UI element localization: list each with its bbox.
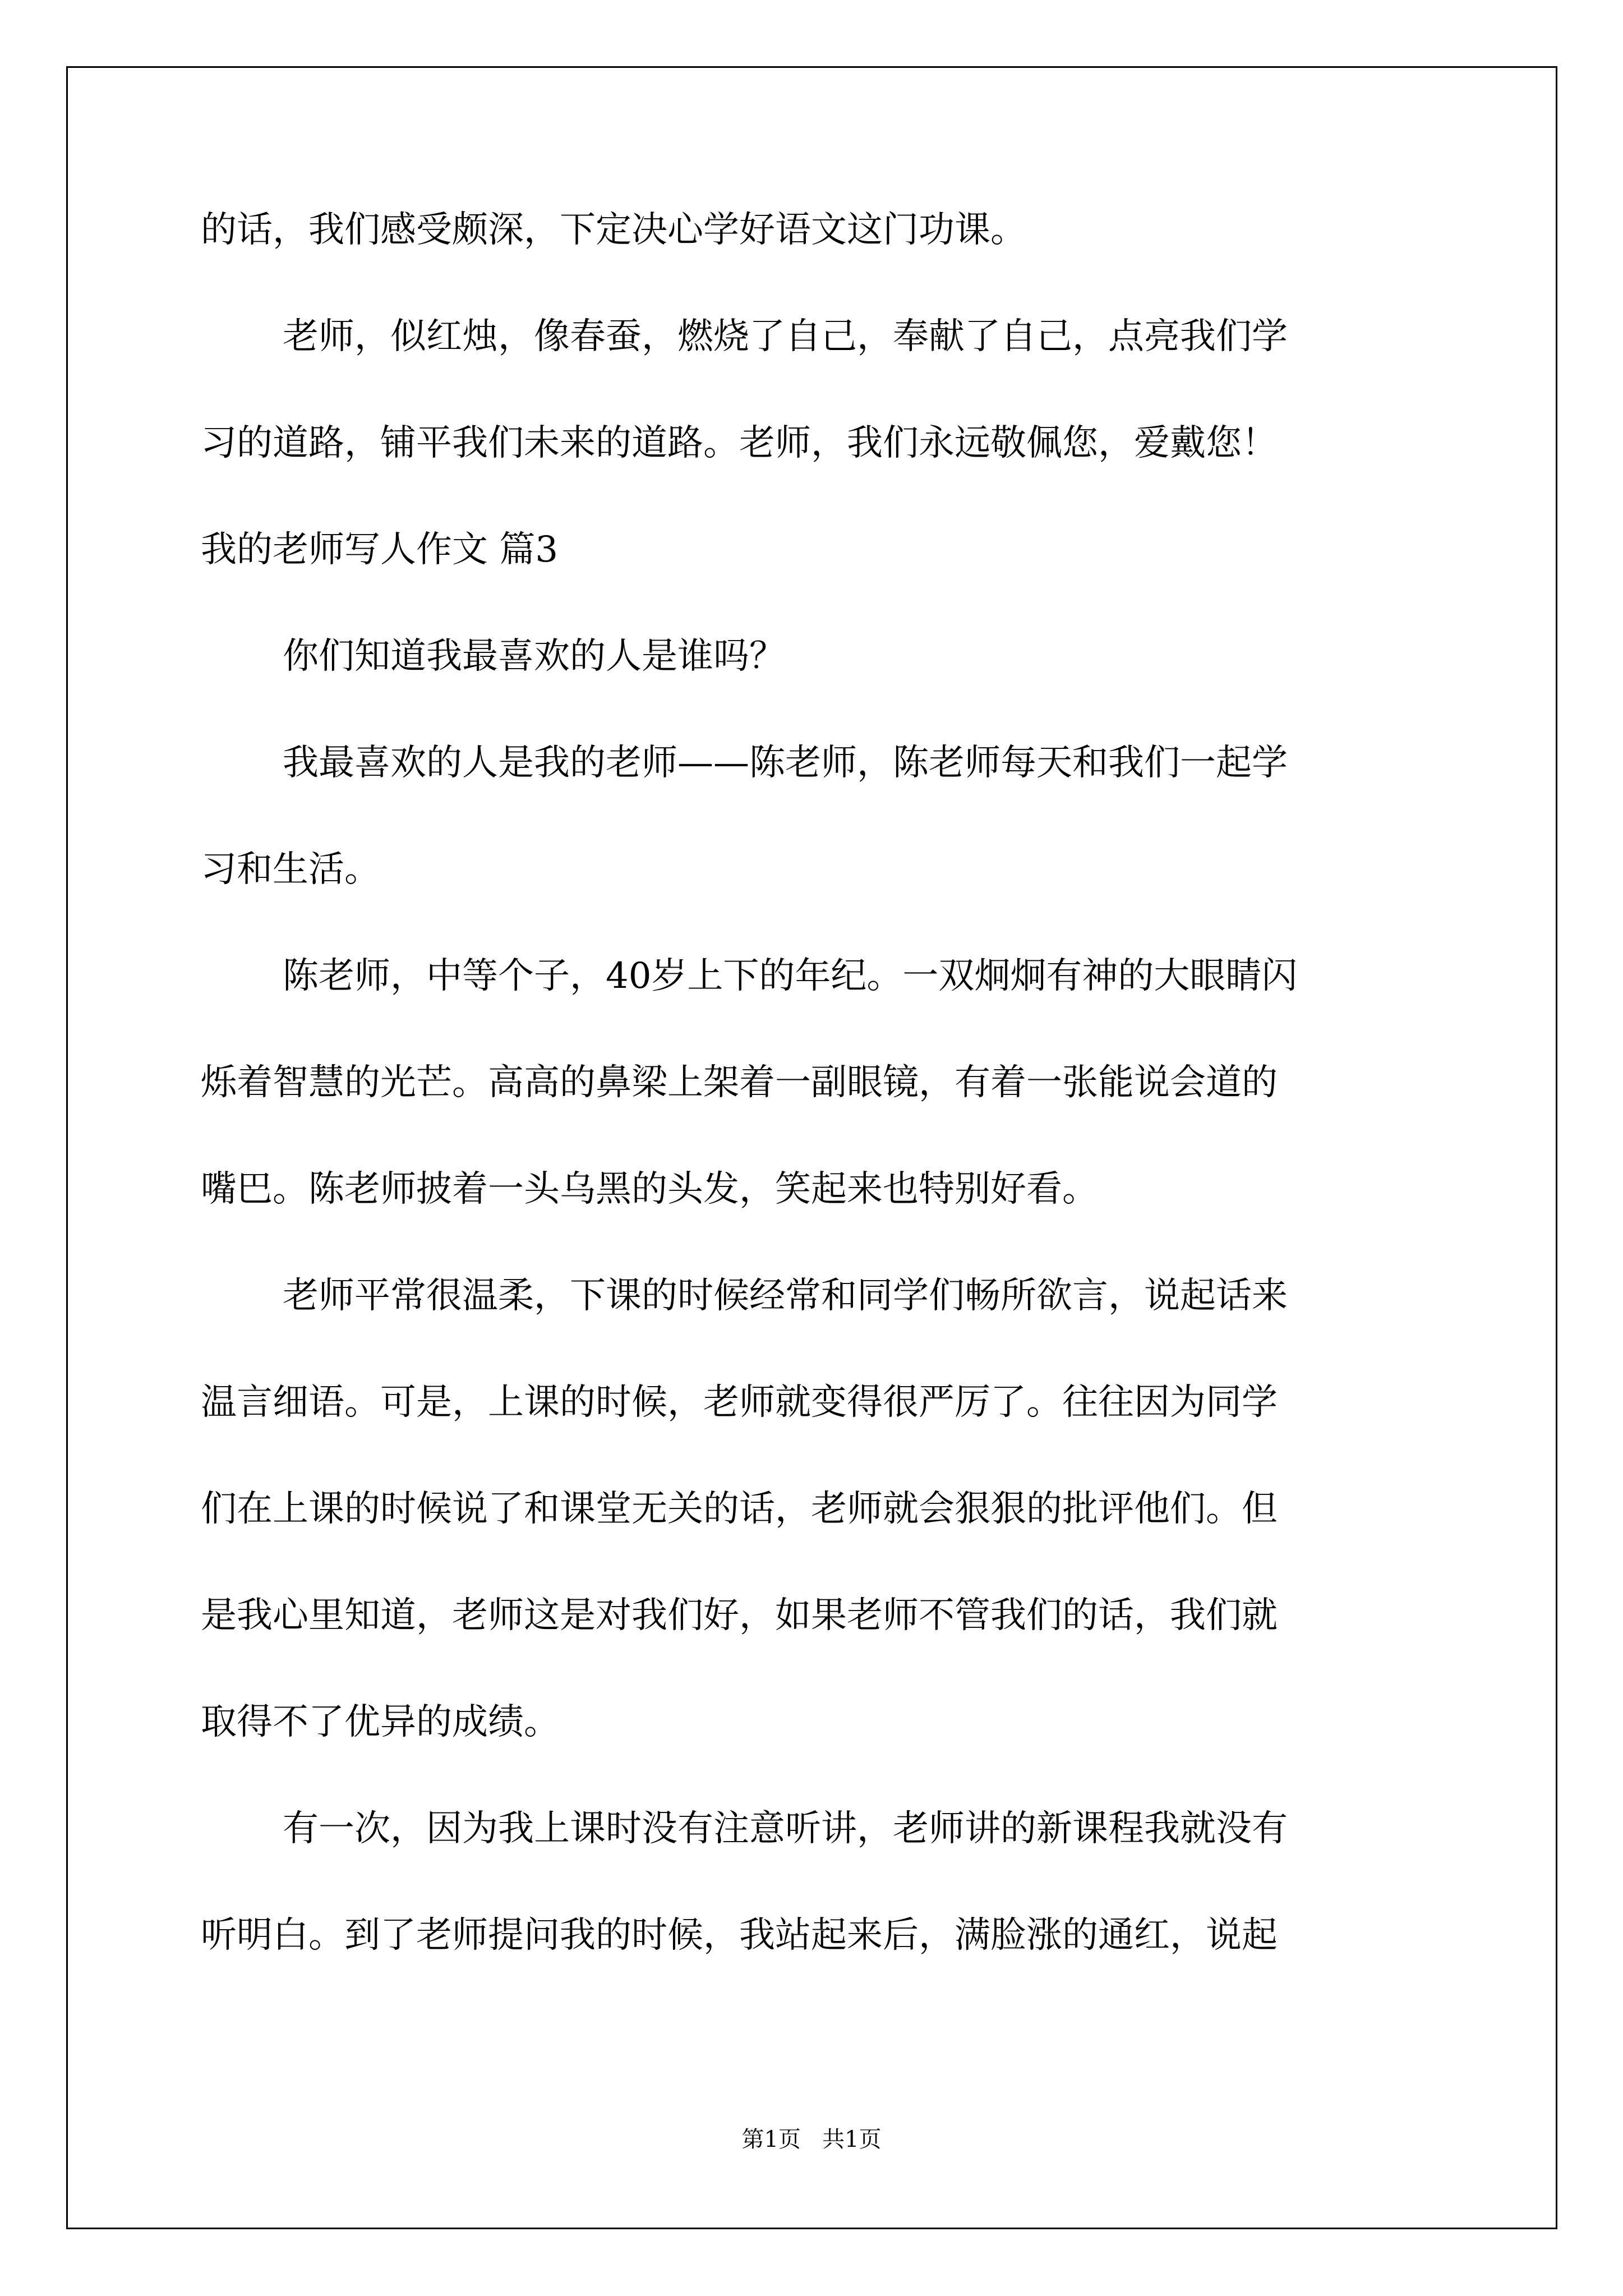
text-line: 有一次，因为我上课时没有注意听讲，老师讲的新课程我就没有: [283, 1808, 1288, 1849]
text-line: 烁着智慧的光芒。高高的鼻梁上架着一副眼镜，有着一张能说会道的: [201, 1062, 1278, 1103]
text-line: 陈老师，中等个子，40岁上下的年纪。一双炯炯有神的大眼睛闪: [283, 955, 1298, 997]
text-line: 听明白。到了老师提问我的时候，我站起来后，满脸涨的通红，说起: [201, 1915, 1278, 1956]
text-line: 们在上课的时候说了和课堂无关的话，老师就会狠狠的批评他们。但: [201, 1488, 1278, 1530]
section-heading: 我的老师写人作文 篇3: [201, 529, 559, 570]
text-line: 习的道路，铺平我们未来的道路。老师，我们永远敬佩您，爱戴您！: [201, 422, 1278, 464]
text-line: 的话，我们感受颇深，下定决心学好语文这门功课。: [201, 209, 1026, 251]
text-line: 嘴巴。陈老师披着一头乌黑的头发，笑起来也特别好看。: [201, 1168, 1098, 1210]
page-border: [66, 66, 1557, 2229]
text-line: 老师，似红烛，像春蚕，燃烧了自己，奉献了自己，点亮我们学: [283, 316, 1288, 357]
text-line: 温言细语。可是，上课的时候，老师就变得很严厉了。往往因为同学: [201, 1382, 1278, 1423]
page-footer: 第1页 共1页: [741, 2127, 882, 2152]
text-line: 是我心里知道，老师这是对我们好，如果老师不管我们的话，我们就: [201, 1595, 1278, 1636]
text-line: 你们知道我最喜欢的人是谁吗？: [283, 636, 785, 677]
text-line: 老师平常很温柔，下课的时候经常和同学们畅所欲言，说起话来: [283, 1275, 1288, 1317]
text-line: 取得不了优异的成绩。: [201, 1701, 560, 1743]
text-line: 习和生活。: [201, 849, 380, 890]
text-line: 我最喜欢的人是我的老师——陈老师，陈老师每天和我们一起学: [283, 742, 1288, 784]
